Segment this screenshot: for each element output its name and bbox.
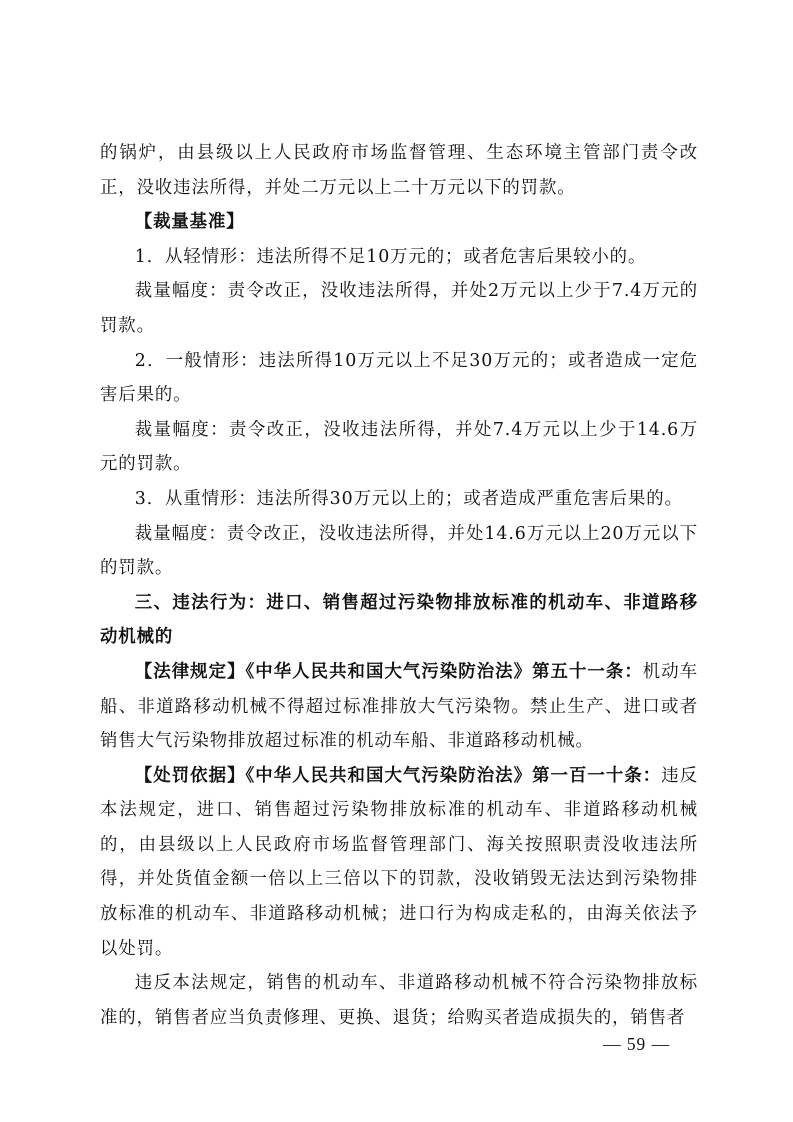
paragraph-general-range: 裁量幅度：责令改正，没收违法所得，并处7.4万元以上少于14.6万元的罚款。 — [100, 419, 698, 475]
paragraph-severe-case: 3．从重情形：违法所得30万元以上的；或者造成严重危害后果的。 — [134, 488, 683, 509]
paragraph-general-case: 2．一般情形：违法所得10万元以上不足30万元的；或者造成一定危害后果的。 — [100, 350, 698, 406]
paragraph-severe-range: 裁量幅度：责令改正，没收违法所得，并处14.6万元以上20万元以下的罚款。 — [100, 523, 698, 579]
page-number: — 59 — — [603, 1034, 670, 1054]
paragraph-seller-liability: 违反本法规定，销售的机动车、非道路移动机械不符合污染物排放标准的，销售者应当负责修理、更换、退货；给购买者造成损失的，销售者 — [100, 973, 698, 1028]
penalty-basis-text: 违反本法规定，进口、销售超过污染物排放标准的机动车、非道路移动机械的，由县级以上人民政府市场监督管理部门、海关按照职责没收违法所得，并处货值金额一倍以上三倍以下的罚款，没收销毁无法达到污染物排放标准的机动车、非道路移动机械；进口行为构成走私的，由海关依法予以处罚。 — [100, 765, 698, 959]
document-body — [100, 136, 698, 1035]
paragraph-minor-case: 1．从轻情形：违法所得不足10万元的；或者危害后果较小的。 — [134, 246, 647, 267]
penalty-basis-heading: 【处罚依据】《中华人民共和国大气污染防治法》第一百一十条： — [134, 765, 662, 786]
paragraph-minor-range: 裁量幅度：责令改正，没收违法所得，并处2万元以上少于7.4万元的罚款。 — [100, 281, 698, 336]
heading-discretion-standard: 【裁量基准】 — [134, 212, 245, 233]
paragraph-penalty-continuation: 的锅炉，由县级以上人民政府市场监督管理、生态环境主管部门责令改正，没收违法所得，并处二万元以上二十万元以下的罚款。 — [100, 143, 698, 198]
paragraph-penalty-basis — [100, 759, 698, 967]
heading-violation-three: 三、违法行为：进口、销售超过污染物排放标准的机动车、非道路移动机械的 — [100, 592, 698, 648]
legal-provision-heading: 【法律规定】《中华人民共和国大气污染防治法》第五十一条： — [134, 661, 643, 682]
paragraph-legal-provision — [100, 655, 698, 759]
legal-provision-text: 机动车船、非道路移动机械不得超过标准排放大气污染物。禁止生产、进口或者销售大气污染物排放超过标准的机动车船、非道路移动机械。 — [100, 661, 698, 752]
